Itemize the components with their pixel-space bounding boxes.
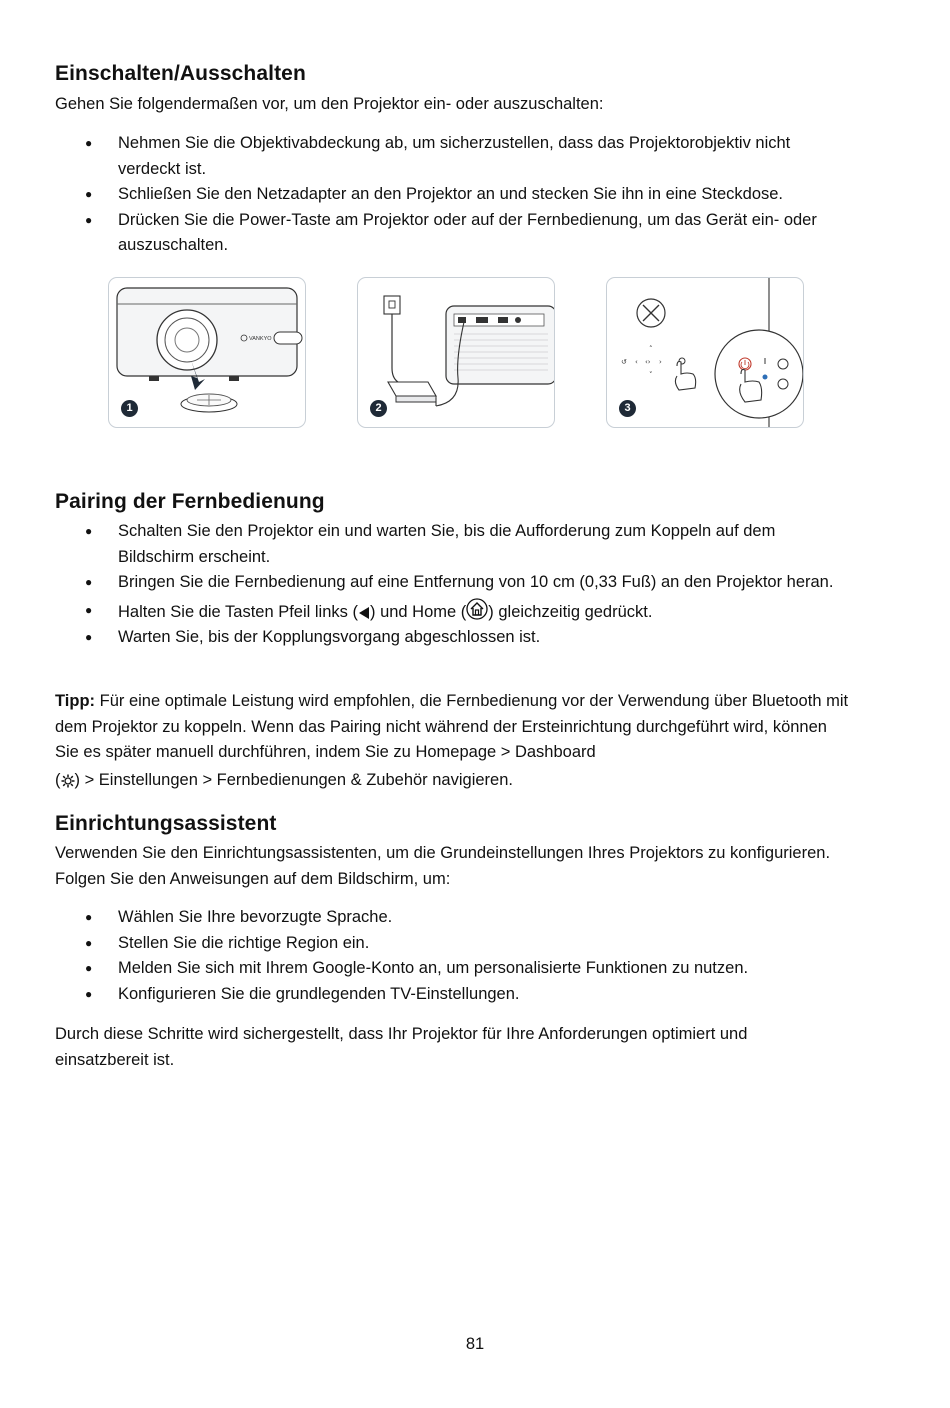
list-item: ● Konfigurieren Sie die grundlegenden TV-Einstellungen. <box>55 982 855 1008</box>
brand-label: VANKYO <box>249 336 272 342</box>
list-item: ● Melden Sie sich mit Ihrem Google-Konto an, um personalisierte Funktionen zu nutzen. <box>55 956 855 982</box>
setup-steps-list <box>55 905 855 1007</box>
svg-text:‹: ‹ <box>635 358 638 366</box>
svg-text:‹›: ‹› <box>645 358 651 366</box>
power-intro: Gehen Sie folgendermaßen vor, um den Projektor ein- oder auszuschalten: <box>55 95 604 113</box>
tip-last-line <box>55 768 855 794</box>
pairing-steps-list <box>55 519 855 651</box>
list-item: ● Bringen Sie die Fernbedienung auf eine Entfernung von 10 cm (0,33 Fuß) an den Projektor heran. <box>55 570 855 596</box>
step-number-badge: 2 <box>370 400 387 417</box>
list-item: ● Drücken Sie die Power-Taste am Projektor oder auf der Fernbedienung, um das Gerät ein- oder auszuschalten. <box>55 208 855 259</box>
svg-text:˅: ˅ <box>649 371 653 379</box>
home-icon <box>466 598 488 620</box>
bullet3-text-c: ) gleichzeitig gedrückt. <box>488 602 653 621</box>
bullet3-text-b: ) und Home ( <box>369 602 467 621</box>
power-steps-list <box>55 131 855 259</box>
step-number-badge: 3 <box>619 400 636 417</box>
tip-text: Für eine optimale Leistung wird empfohlen, die Fernbedienung vor der Verwendung über Bluetooth mit dem Projektor zu koppeln. Wenn das Pairing nicht während der Ersteinrichtung durchgeführt wird, können Sie es später manuell durchführen, indem Sie zu Homepage > Dashboard <box>55 692 849 761</box>
illustration-lens-cap <box>108 277 306 428</box>
page-number: 81 <box>465 1335 485 1353</box>
svg-text:˄: ˄ <box>649 345 653 353</box>
projector-top-illustration <box>607 278 803 427</box>
heading-remote-pairing: Pairing der Fernbedienung <box>55 490 325 513</box>
list-item: ● Stellen Sie die richtige Region ein. <box>55 931 855 957</box>
step-number-badge: 1 <box>121 400 138 417</box>
svg-text:↺: ↺ <box>621 358 627 366</box>
svg-text:›: › <box>659 358 662 366</box>
list-item <box>55 598 855 626</box>
list-item: ● Nehmen Sie die Objektivabdeckung ab, um sicherzustellen, dass das Projektorobjektiv nicht verdeckt ist. <box>55 131 855 182</box>
illustration-power-adapter <box>357 277 555 428</box>
projector-front-illustration <box>109 278 305 427</box>
projector-back-illustration <box>358 278 554 427</box>
list-item: ● Warten Sie, bis der Kopplungsvorgang abgeschlossen ist. <box>55 625 855 651</box>
list-item: ● Wählen Sie Ihre bevorzugte Sprache. <box>55 905 855 931</box>
heading-power: Einschalten/Ausschalten <box>55 62 306 85</box>
tip-label: Tipp: <box>55 692 96 710</box>
list-item: ● Schließen Sie den Netzadapter an den Projektor an und stecken Sie ihn in eine Steckdose. <box>55 182 855 208</box>
arrow-left-icon <box>358 606 370 620</box>
illustration-power-button <box>606 277 804 428</box>
bullet3-text-a: Halten Sie die Tasten Pfeil links ( <box>118 602 358 621</box>
list-item: ● Schalten Sie den Projektor ein und warten Sie, bis die Aufforderung zum Koppeln auf dem Bildschirm erscheint. <box>55 519 855 570</box>
gear-icon <box>61 774 75 788</box>
setup-intro: Verwenden Sie den Einrichtungsassistenten, um die Grundeinstellungen Ihres Projektors zu konfigurieren. Folgen Sie den Anweisungen auf dem Bildschirm, um: <box>55 844 831 888</box>
power-illustrations <box>108 277 804 428</box>
setup-closing: Durch diese Schritte wird sichergestellt, dass Ihr Projektor für Ihre Anforderungen optimiert und einsatzbereit ist. <box>55 1025 748 1069</box>
tip-paren-open: ( <box>55 771 61 789</box>
heading-setup-wizard: Einrichtungsassistent <box>55 812 277 835</box>
tip-paragraph <box>55 689 855 766</box>
tip-last-text: ) > Einstellungen > Fernbedienungen & Zubehör navigieren. <box>74 771 513 789</box>
